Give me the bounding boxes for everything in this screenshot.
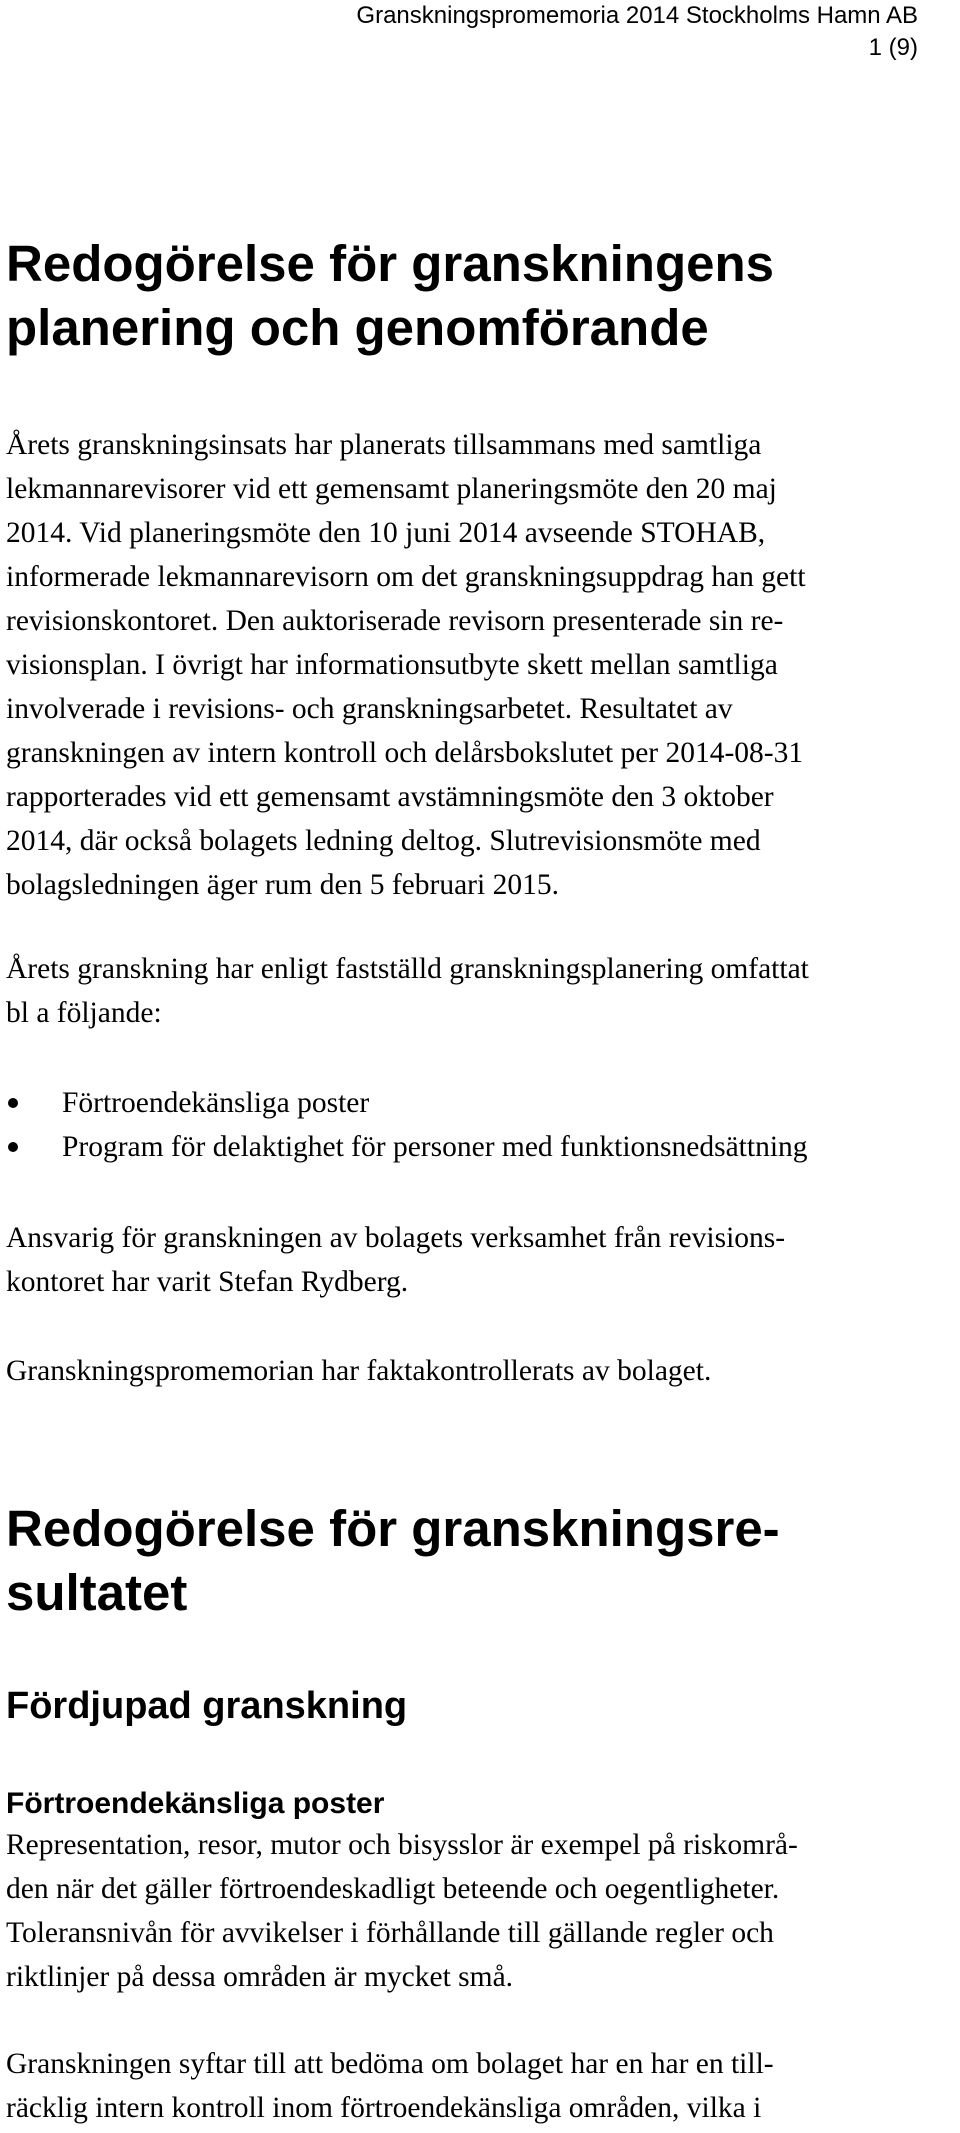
bullet-icon xyxy=(8,1142,18,1152)
paragraph-review-purpose xyxy=(6,2042,946,2130)
subheading-sensitive-items: Förtroendekänsliga poster xyxy=(6,1787,385,1820)
text-line: räcklig intern kontroll inom förtroendekänsliga områden, vilka i xyxy=(6,2092,762,2124)
text-line: 2014, där också bolagets ledning deltog. Slutrevisionsmöte med xyxy=(6,825,761,857)
header-title: Granskningspromemoria 2014 Stockholms Hamn AB xyxy=(356,2,918,29)
text-line: informerade lekmannarevisorn om det granskningsuppdrag han gett xyxy=(6,561,806,593)
list-item xyxy=(6,1081,946,1125)
text-line: bolagsledningen äger rum den 5 februari 2015. xyxy=(6,869,559,901)
text-line: Toleransnivån för avvikelser i förhållande till gällande regler och xyxy=(6,1917,774,1949)
text-line: involverade i revisions- och granskningsarbetet. Resultatet av xyxy=(6,693,733,725)
paragraph-responsible xyxy=(6,1216,946,1304)
text-line: Granskningen syftar till att bedöma om bolaget har en har en till- xyxy=(6,2048,774,2080)
list-item xyxy=(6,1125,946,1169)
paragraph-factcheck xyxy=(6,1349,946,1393)
text-line: riktlinjer på dessa områden är mycket små. xyxy=(6,1961,514,1993)
text-line: visionsplan. I övrigt har informationsutbyte skett mellan samtliga xyxy=(6,649,778,681)
list-item-text: Program för delaktighet för personer med funktionsnedsättning xyxy=(62,1131,808,1163)
text-line: Granskningspromemorian har faktakontrollerats av bolaget. xyxy=(6,1355,712,1387)
text-line: Representation, resor, mutor och bisysslor är exempel på riskområ- xyxy=(6,1829,798,1861)
page-number: 1 (9) xyxy=(868,34,918,61)
text-line: Årets granskningsinsats har planerats tillsammans med samtliga xyxy=(6,429,762,461)
heading-line: Redogörelse för granskningens xyxy=(6,235,774,292)
paragraph-risk-areas xyxy=(6,1823,946,1999)
scope-bullet-list xyxy=(6,1081,946,1169)
text-line: revisionskontoret. Den auktoriserade revisorn presenterade sin re- xyxy=(6,605,784,637)
heading-line: planering och genomförande xyxy=(6,299,709,356)
page-header xyxy=(356,0,918,64)
paragraph-scope xyxy=(6,947,946,1035)
list-item-text: Förtroendekänsliga poster xyxy=(62,1087,370,1119)
text-line: Årets granskning har enligt fastställd granskningsplanering omfattat xyxy=(6,953,809,985)
text-line: bl a följande: xyxy=(6,997,162,1029)
section-heading-planning xyxy=(6,232,946,360)
text-line: Ansvarig för granskningen av bolagets verksamhet från revisions- xyxy=(6,1222,786,1254)
subheading-indepth-review: Fördjupad granskning xyxy=(6,1685,408,1727)
text-line: granskningen av intern kontroll och delårsbokslutet per 2014-08-31 xyxy=(6,737,804,769)
text-line: lekmannarevisorer vid ett gemensamt planeringsmöte den 20 maj xyxy=(6,473,777,505)
heading-line: Redogörelse för granskningsre- xyxy=(6,1500,780,1557)
paragraph-planning xyxy=(6,423,946,907)
bullet-icon xyxy=(8,1098,18,1108)
heading-line: sultatet xyxy=(6,1564,188,1621)
text-line: den när det gäller förtroendeskadligt beteende och oegentligheter. xyxy=(6,1873,780,1905)
text-line: kontoret har varit Stefan Rydberg. xyxy=(6,1266,409,1298)
text-line: 2014. Vid planeringsmöte den 10 juni 2014 avseende STOHAB, xyxy=(6,517,766,549)
section-heading-results xyxy=(6,1497,946,1625)
text-line: rapporterades vid ett gemensamt avstämningsmöte den 3 oktober xyxy=(6,781,774,813)
